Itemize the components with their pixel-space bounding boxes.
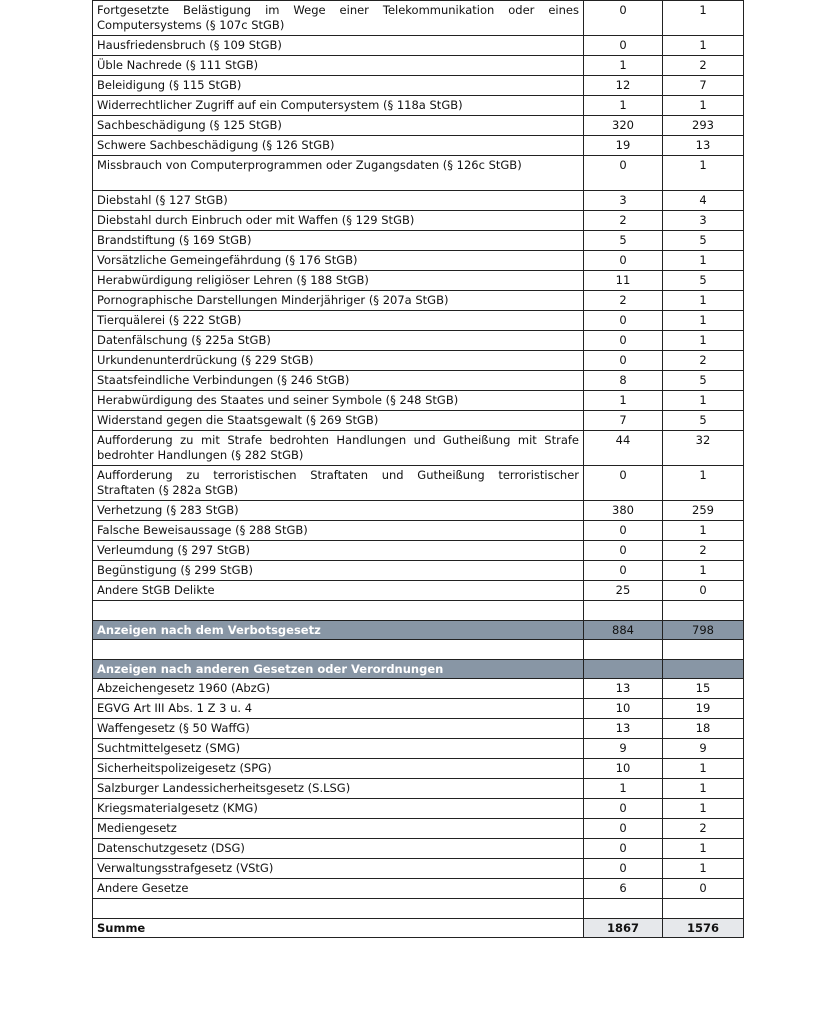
count-cell-2: 2 [663, 819, 744, 839]
count-cell-2: 5 [663, 231, 744, 251]
count-cell-1: 11 [584, 271, 663, 291]
offense-label-cell: Salzburger Landessicherheitsgesetz (S.LSG) [93, 779, 584, 799]
table-row [93, 501, 744, 521]
spacer-row [93, 640, 744, 660]
count-cell-1: 44 [584, 431, 663, 466]
count-cell-2: 5 [663, 271, 744, 291]
count-cell-2: 32 [663, 431, 744, 466]
count-cell-1: 320 [584, 116, 663, 136]
offense-label-cell: Abzeichengesetz 1960 (AbzG) [93, 679, 584, 699]
offense-label-cell: Datenschutzgesetz (DSG) [93, 839, 584, 859]
count-cell-1: 10 [584, 759, 663, 779]
offense-label-cell: Anzeigen nach dem Verbotsgesetz [93, 621, 584, 640]
count-cell-2: 1 [663, 311, 744, 331]
count-cell-2: 9 [663, 739, 744, 759]
offense-label-cell: Brandstiftung (§ 169 StGB) [93, 231, 584, 251]
count-cell-1: 9 [584, 739, 663, 759]
offense-label-cell: Staatsfeindliche Verbindungen (§ 246 StGB) [93, 371, 584, 391]
count-cell-1: 7 [584, 411, 663, 431]
count-cell-2: 18 [663, 719, 744, 739]
count-cell-2: 1576 [663, 919, 744, 938]
count-cell-2: 15 [663, 679, 744, 699]
table-row [93, 431, 744, 466]
count-cell-2: 19 [663, 699, 744, 719]
total-row [93, 919, 744, 938]
offense-label-cell: Datenfälschung (§ 225a StGB) [93, 331, 584, 351]
offense-label-cell: Falsche Beweisaussage (§ 288 StGB) [93, 521, 584, 541]
offense-label-cell: Schwere Sachbeschädigung (§ 126 StGB) [93, 136, 584, 156]
table-row [93, 521, 744, 541]
offense-label-cell: Andere StGB Delikte [93, 581, 584, 601]
table-row [93, 56, 744, 76]
count-cell-1 [584, 660, 663, 679]
count-cell-1: 13 [584, 679, 663, 699]
table-row [93, 819, 744, 839]
count-cell-2 [663, 601, 744, 621]
offense-label-cell: Diebstahl (§ 127 StGB) [93, 191, 584, 211]
count-cell-1: 884 [584, 621, 663, 640]
table-row [93, 561, 744, 581]
table-row [93, 541, 744, 561]
offense-label-cell: Beleidigung (§ 115 StGB) [93, 76, 584, 96]
count-cell-1: 1 [584, 96, 663, 116]
count-cell-2: 5 [663, 371, 744, 391]
count-cell-1: 1 [584, 779, 663, 799]
table-row [93, 719, 744, 739]
table-row [93, 351, 744, 371]
table-row [93, 211, 744, 231]
offense-label-cell: Verwaltungsstrafgesetz (VStG) [93, 859, 584, 879]
table-row [93, 291, 744, 311]
table-row [93, 466, 744, 501]
offense-label-cell: EGVG Art III Abs. 1 Z 3 u. 4 [93, 699, 584, 719]
offense-label-cell: Herabwürdigung religiöser Lehren (§ 188 StGB) [93, 271, 584, 291]
count-cell-1: 25 [584, 581, 663, 601]
statistics-table-body [93, 1, 744, 938]
count-cell-2: 293 [663, 116, 744, 136]
count-cell-2 [663, 899, 744, 919]
count-cell-2: 13 [663, 136, 744, 156]
count-cell-2: 1 [663, 759, 744, 779]
count-cell-2: 798 [663, 621, 744, 640]
offense-label-cell: Diebstahl durch Einbruch oder mit Waffen (§ 129 StGB) [93, 211, 584, 231]
count-cell-1 [584, 899, 663, 919]
count-cell-1: 380 [584, 501, 663, 521]
table-row [93, 879, 744, 899]
offense-label-cell: Begünstigung (§ 299 StGB) [93, 561, 584, 581]
count-cell-1: 0 [584, 541, 663, 561]
count-cell-2: 1 [663, 799, 744, 819]
count-cell-2: 1 [663, 291, 744, 311]
count-cell-1: 8 [584, 371, 663, 391]
count-cell-1: 0 [584, 1, 663, 36]
count-cell-1: 0 [584, 156, 663, 191]
count-cell-2: 2 [663, 56, 744, 76]
table-row [93, 76, 744, 96]
count-cell-2: 4 [663, 191, 744, 211]
table-row [93, 759, 744, 779]
count-cell-2: 1 [663, 156, 744, 191]
count-cell-2: 1 [663, 251, 744, 271]
table-row [93, 1, 744, 36]
count-cell-1: 1 [584, 391, 663, 411]
table-row [93, 679, 744, 699]
offense-label-cell: Verhetzung (§ 283 StGB) [93, 501, 584, 521]
section-header-row [93, 660, 744, 679]
count-cell-2: 259 [663, 501, 744, 521]
count-cell-1: 5 [584, 231, 663, 251]
count-cell-2: 1 [663, 331, 744, 351]
offense-label-cell: Anzeigen nach anderen Gesetzen oder Verordnungen [93, 660, 584, 679]
count-cell-1: 12 [584, 76, 663, 96]
count-cell-1: 0 [584, 521, 663, 541]
offense-label-cell: Üble Nachrede (§ 111 StGB) [93, 56, 584, 76]
count-cell-2: 3 [663, 211, 744, 231]
count-cell-2: 1 [663, 521, 744, 541]
count-cell-2: 2 [663, 541, 744, 561]
offense-label-cell: Verleumdung (§ 297 StGB) [93, 541, 584, 561]
count-cell-2: 1 [663, 859, 744, 879]
offense-label-cell: Aufforderung zu terroristischen Straftaten und Gutheißung terroristischer Straftaten (§ 282a StGB) [93, 466, 584, 501]
count-cell-1: 1867 [584, 919, 663, 938]
count-cell-2 [663, 660, 744, 679]
offense-label-cell: Aufforderung zu mit Strafe bedrohten Handlungen und Gutheißung mit Strafe bedrohter Handlungen (§ 282 StGB) [93, 431, 584, 466]
count-cell-2: 1 [663, 96, 744, 116]
table-row [93, 116, 744, 136]
offense-label-cell: Mediengesetz [93, 819, 584, 839]
offense-label-cell: Summe [93, 919, 584, 938]
table-row [93, 271, 744, 291]
table-row [93, 331, 744, 351]
table-row [93, 839, 744, 859]
count-cell-2: 1 [663, 561, 744, 581]
count-cell-1: 2 [584, 211, 663, 231]
offense-label-cell: Sachbeschädigung (§ 125 StGB) [93, 116, 584, 136]
offense-label-cell: Kriegsmaterialgesetz (KMG) [93, 799, 584, 819]
count-cell-2: 1 [663, 1, 744, 36]
offense-label-cell: Fortgesetzte Belästigung im Wege einer Telekommunikation oder eines Computersystems (§ 107c StGB) [93, 1, 584, 36]
count-cell-2: 0 [663, 581, 744, 601]
count-cell-2 [663, 640, 744, 660]
table-row [93, 799, 744, 819]
count-cell-1: 0 [584, 36, 663, 56]
count-cell-1: 0 [584, 561, 663, 581]
count-cell-1: 0 [584, 331, 663, 351]
offense-label-cell: Hausfriedensbruch (§ 109 StGB) [93, 36, 584, 56]
count-cell-2: 0 [663, 879, 744, 899]
count-cell-1: 19 [584, 136, 663, 156]
count-cell-2: 2 [663, 351, 744, 371]
table-row [93, 156, 744, 191]
count-cell-1: 0 [584, 351, 663, 371]
offense-label-cell: Pornographische Darstellungen Minderjähriger (§ 207a StGB) [93, 291, 584, 311]
count-cell-2: 5 [663, 411, 744, 431]
spacer-row [93, 899, 744, 919]
offense-label-cell: Tierquälerei (§ 222 StGB) [93, 311, 584, 331]
section-header-row [93, 621, 744, 640]
offense-label-cell: Suchtmittelgesetz (SMG) [93, 739, 584, 759]
offense-label-cell: Herabwürdigung des Staates und seiner Symbole (§ 248 StGB) [93, 391, 584, 411]
count-cell-2: 1 [663, 839, 744, 859]
table-row [93, 859, 744, 879]
table-row [93, 739, 744, 759]
table-row [93, 36, 744, 56]
table-row [93, 231, 744, 251]
count-cell-1: 1 [584, 56, 663, 76]
offense-label-cell [93, 640, 584, 660]
count-cell-2: 1 [663, 779, 744, 799]
count-cell-1: 2 [584, 291, 663, 311]
count-cell-1: 0 [584, 859, 663, 879]
count-cell-1: 10 [584, 699, 663, 719]
table-row [93, 96, 744, 116]
count-cell-1: 0 [584, 311, 663, 331]
offense-label-cell: Widerrechtlicher Zugriff auf ein Computersystem (§ 118a StGB) [93, 96, 584, 116]
offense-label-cell [93, 899, 584, 919]
table-row [93, 411, 744, 431]
count-cell-1: 0 [584, 799, 663, 819]
table-row [93, 311, 744, 331]
count-cell-1: 0 [584, 839, 663, 859]
offense-label-cell: Widerstand gegen die Staatsgewalt (§ 269 StGB) [93, 411, 584, 431]
offense-label-cell: Andere Gesetze [93, 879, 584, 899]
count-cell-2: 1 [663, 36, 744, 56]
count-cell-1: 3 [584, 191, 663, 211]
count-cell-2: 7 [663, 76, 744, 96]
count-cell-2: 1 [663, 466, 744, 501]
table-row [93, 391, 744, 411]
offense-label-cell: Urkundenunterdrückung (§ 229 StGB) [93, 351, 584, 371]
count-cell-2: 1 [663, 391, 744, 411]
count-cell-1: 0 [584, 466, 663, 501]
offense-label-cell: Waffengesetz (§ 50 WaffG) [93, 719, 584, 739]
statistics-table [92, 0, 744, 938]
count-cell-1: 0 [584, 819, 663, 839]
count-cell-1 [584, 601, 663, 621]
offense-label-cell: Vorsätzliche Gemeingefährdung (§ 176 StGB) [93, 251, 584, 271]
spacer-row [93, 601, 744, 621]
table-row [93, 251, 744, 271]
table-row [93, 371, 744, 391]
offense-label-cell: Sicherheitspolizeigesetz (SPG) [93, 759, 584, 779]
offense-label-cell: Missbrauch von Computerprogrammen oder Zugangsdaten (§ 126c StGB) [93, 156, 584, 191]
count-cell-1: 6 [584, 879, 663, 899]
table-row [93, 699, 744, 719]
table-row [93, 191, 744, 211]
table-row [93, 779, 744, 799]
count-cell-1: 13 [584, 719, 663, 739]
count-cell-1 [584, 640, 663, 660]
count-cell-1: 0 [584, 251, 663, 271]
offense-label-cell [93, 601, 584, 621]
table-row [93, 581, 744, 601]
table-row [93, 136, 744, 156]
